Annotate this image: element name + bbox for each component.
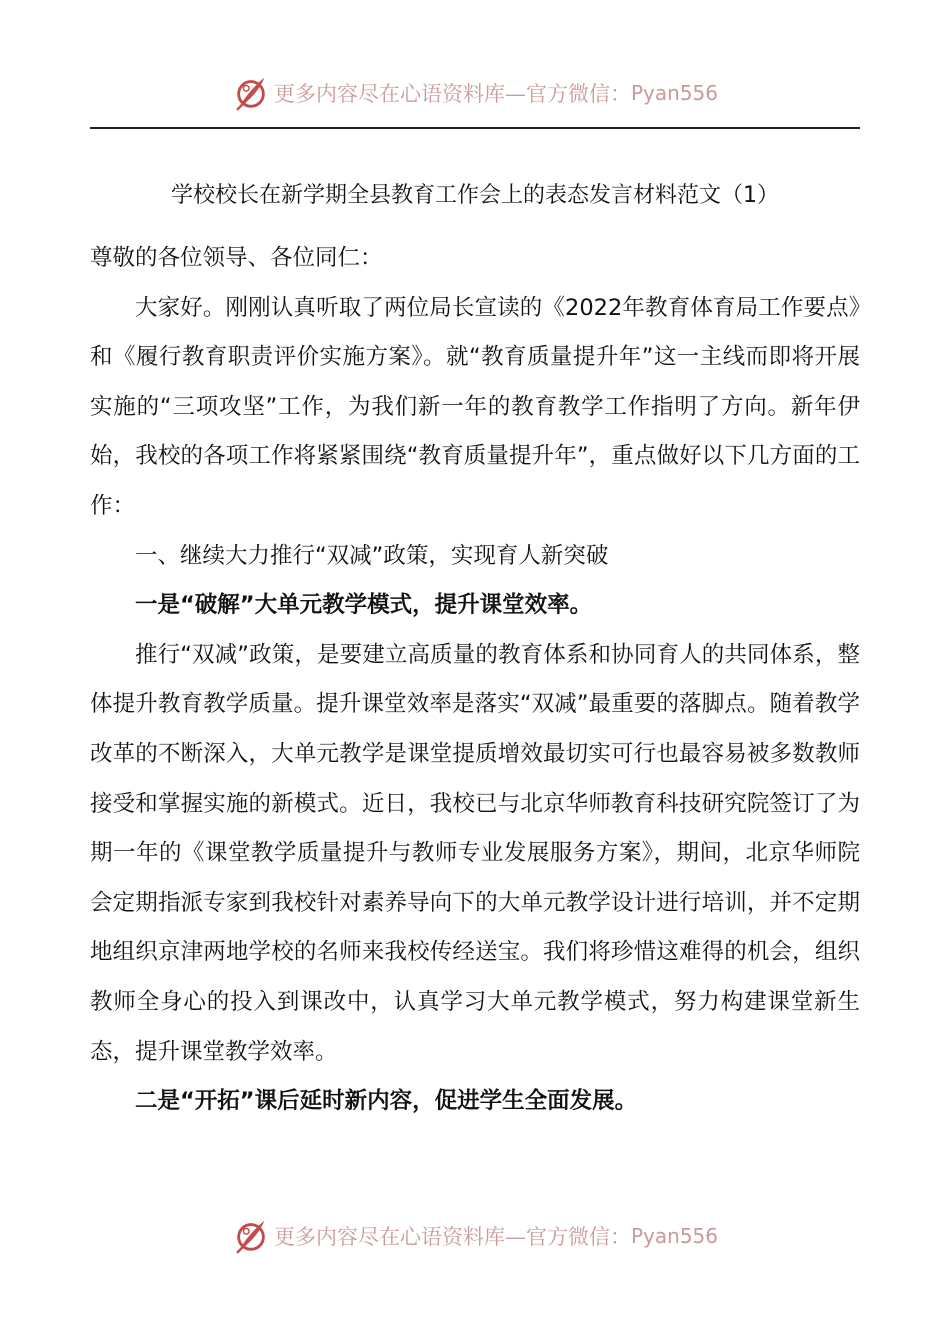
greeting: 尊敬的各位领导、各位同仁：	[90, 245, 383, 271]
header-divider	[90, 127, 860, 129]
subheading-2: 二是“开拓”课后延时新内容，促进学生全面发展。	[135, 1088, 638, 1115]
subheading-1: 一是“破解”大单元教学模式，提升课堂效率。	[135, 592, 593, 619]
document-title: 学校校长在新学期全县教育工作会上的表态发言材料范文（1）	[171, 183, 779, 208]
paragraph-opening: 大家好。刚刚认真听取了两位局长宣读的《2022年教育体育局工作要点》和《履行教育职责评价实施方案》。就“教育质量提升年”这一主线而即将开展实施的“三项攻坚”工作，为我们新一年的教育教学工作指明了方向。新年伊始，我校的各项工作将紧紧围绕“教育质量提升年”，重点做好以下几方面的工作：	[90, 294, 860, 519]
quill-pen-logo-icon	[232, 74, 270, 112]
footer-watermark	[0, 1214, 950, 1258]
watermark-text: 更多内容尽在心语资料库—官方微信：	[273, 82, 631, 106]
quill-pen-logo-icon	[232, 1217, 270, 1255]
document-body	[90, 234, 860, 1127]
paragraph-double-reduction: 推行“双减”政策，是要建立高质量的教育体系和协同育人的共同体系，整体提升教育教学质量。提升课堂效率是落实“双减”最重要的落脚点。随着教学改革的不断深入，大单元教学是课堂提质增效最切实可行也最容易被多数教师接受和掌握实施的新模式。近日，我校已与北京华师教育科技研究院签订了为期一年的《课堂教学质量提升与教师专业发展服务方案》，期间，北京华师院会定期指派专家到我校针对素养导向下的大单元教学设计进行培训，并不定期地组织京津两地学校的名师来我校传经送宝。我们将珍惜这难得的机会，组织教师全身心的投入到课改中，认真学习大单元教学模式，努力构建课堂新生态，提升课堂教学效率。	[90, 641, 860, 1065]
watermark-text: 更多内容尽在心语资料库—官方微信：	[273, 1225, 631, 1249]
section-heading-1: 一、继续大力推行“双减”政策，实现育人新突破	[135, 542, 609, 569]
header-watermark	[0, 71, 950, 115]
watermark-wechat-id: Pyan556	[630, 81, 718, 105]
watermark-wechat-id: Pyan556	[630, 1224, 718, 1248]
